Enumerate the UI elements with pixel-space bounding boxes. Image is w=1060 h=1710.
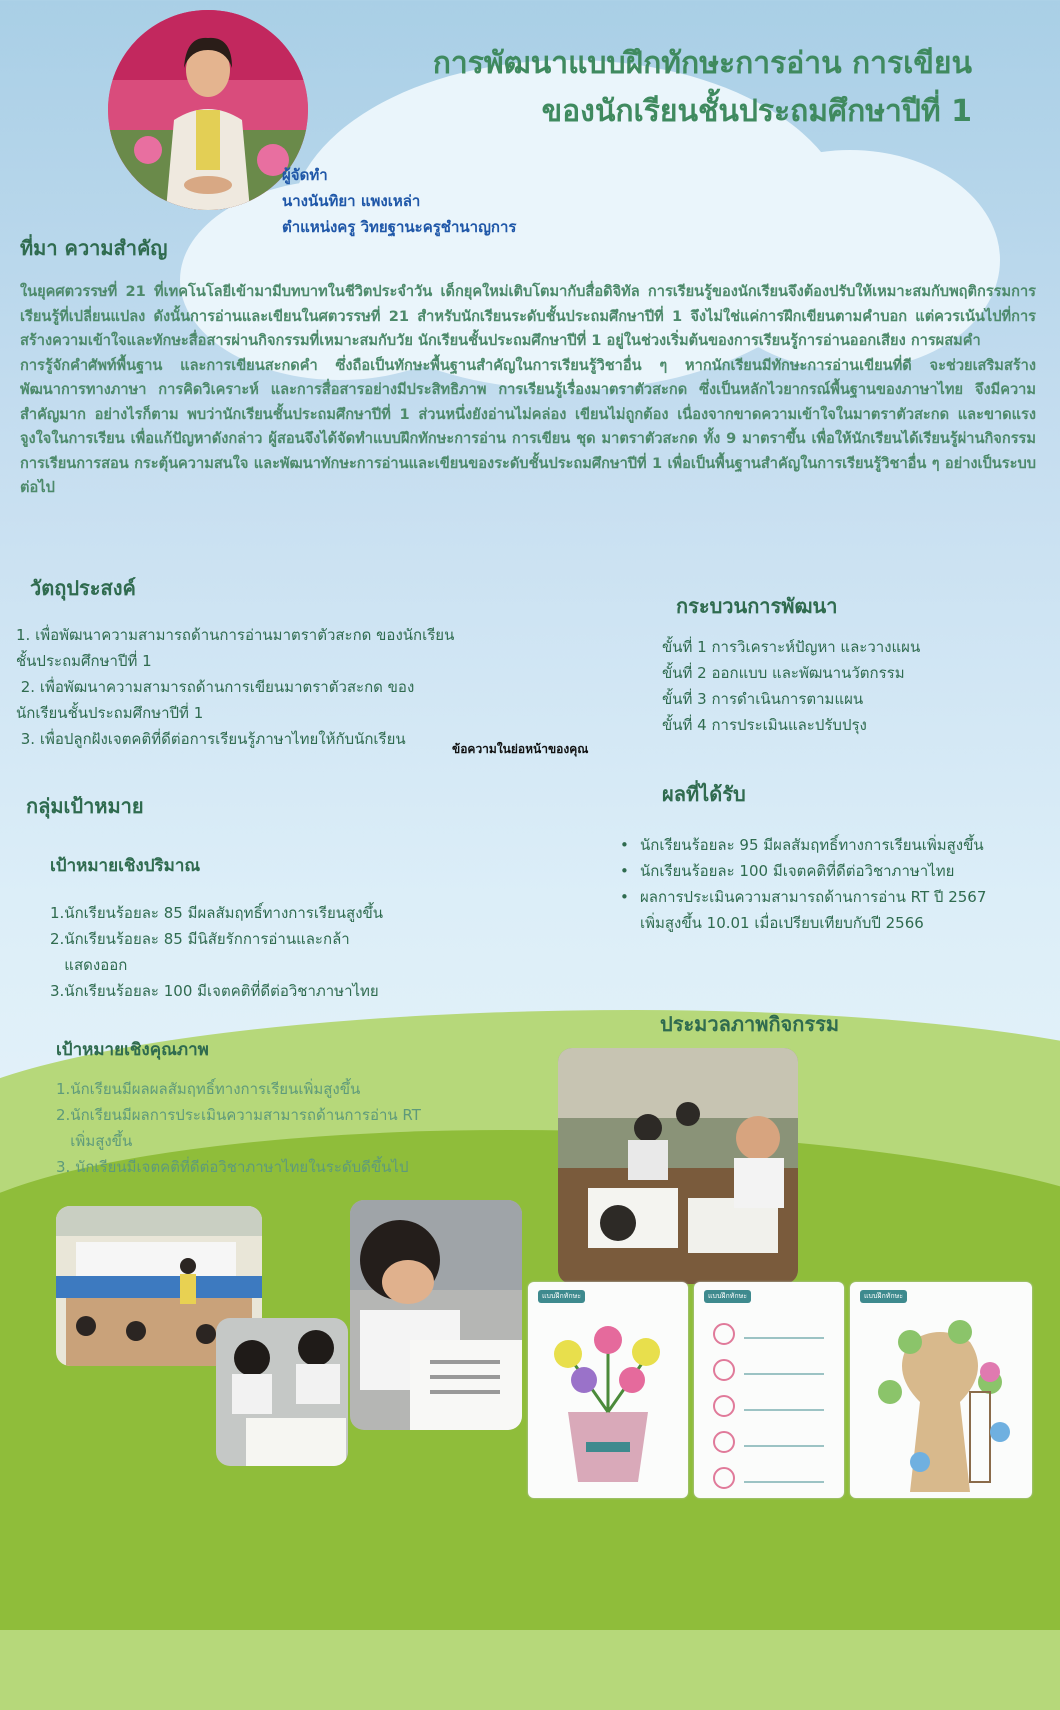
process-list xyxy=(662,634,920,738)
objective-line: 2. เพื่อพัฒนาความสามารถด้านการเขียนมาตราตัวสะกด ของ xyxy=(16,678,415,696)
objective-line: 3. เพื่อปลูกฝังเจตคติที่ดีต่อการเรียนรู้ภาษาไทยให้กับนักเรียน xyxy=(16,730,406,748)
poster-title-line2: ของนักเรียนชั้นประถมศึกษาปีที่ 1 xyxy=(541,94,972,129)
worksheet-flower-lines xyxy=(694,1282,844,1498)
writing-lines-drawing-icon xyxy=(694,1282,844,1498)
result-item: • ผลการประเมินความสามารถด้านการอ่าน RT ปี 2567 xyxy=(640,884,986,910)
worksheet-flower-vase xyxy=(528,1282,688,1498)
overlay-textbox: ข้อความในย่อหน้าของคุณ xyxy=(452,742,589,756)
qualitative-item: เพิ่มสูงขึ้น xyxy=(56,1132,133,1150)
author-name: นางนันทิยา แพงเหล่า xyxy=(282,192,421,210)
process-heading: กระบวนการพัฒนา xyxy=(676,594,838,618)
qualitative-list xyxy=(56,1076,421,1180)
poster-title-line1: การพัฒนาแบบฝึกทักษะการอ่าน การเขียน xyxy=(432,46,972,81)
qualitative-item: 2.นักเรียนมีผลการประเมินความสามารถด้านการอ่าน RT xyxy=(56,1106,421,1124)
target-heading: กลุ่มเป้าหมาย xyxy=(26,794,144,818)
objective-line: นักเรียนชั้นประถมศึกษาปีที่ 1 xyxy=(16,704,204,722)
poster-title xyxy=(433,40,972,136)
results-list xyxy=(640,832,986,936)
worksheet-label: แบบฝึกทักษะ xyxy=(860,1290,907,1303)
quantitative-item: 3.นักเรียนร้อยละ 100 มีเจตคติที่ดีต่อวิชาภาษาไทย xyxy=(50,982,379,1000)
result-item: • นักเรียนร้อยละ 100 มีเจตคติที่ดีต่อวิชาภาษาไทย xyxy=(640,858,986,884)
qualitative-heading: เป้าหมายเชิงคุณภาพ xyxy=(56,1040,209,1060)
child-writing-photo-icon xyxy=(350,1200,522,1430)
process-step: ขั้นที่ 4 การประเมินและปรับปรุง xyxy=(662,716,867,734)
activity-photo-boys xyxy=(216,1318,348,1466)
background-text xyxy=(20,280,1036,501)
activity-photo-writing xyxy=(350,1200,522,1430)
activity-photo-group-work xyxy=(558,1048,798,1284)
objectives-list xyxy=(16,622,454,752)
worksheet-tree xyxy=(850,1282,1032,1498)
process-step: ขั้นที่ 3 การดำเนินการตามแผน xyxy=(662,690,864,708)
author-position: ตำแหน่งครู วิทยฐานะครูชำนาญการ xyxy=(282,218,517,236)
objective-line: 1. เพื่อพัฒนาความสามารถด้านการอ่านมาตราตัวสะกด ของนักเรียน xyxy=(16,626,455,644)
quantitative-heading: เป้าหมายเชิงปริมาณ xyxy=(50,856,201,876)
author-block xyxy=(282,162,516,240)
boys-writing-photo-icon xyxy=(216,1318,348,1466)
objective-line: ชั้นประถมศึกษาปีที่ 1 xyxy=(16,652,152,670)
result-item: • นักเรียนร้อยละ 95 มีผลสัมฤทธิ์ทางการเรียนเพิ่มสูงขึ้น xyxy=(640,832,986,858)
quantitative-list xyxy=(50,900,383,1004)
process-step: ขั้นที่ 1 การวิเคราะห์ปัญหา และวางแผน xyxy=(662,638,921,656)
quantitative-item: 2.นักเรียนร้อยละ 85 มีนิสัยรักการอ่านและกล้า xyxy=(50,930,350,948)
background-paragraph: การรู้จักคำศัพท์พื้นฐาน และการเขียนสะกดคำ ซึ่งถือเป็นทักษะพื้นฐานสำคัญในการเรียนรู้วิชาอื่น ๆ หากนักเรียนมีทักษะการอ่านเขียนที่ดี จะช่วยเสริมสร้างพัฒนาการทางภาษา การคิดวิเคราะห์ และการสื่อสารอย่างมีประสิทธิภาพ การเรียนรู้เรื่องมาตราตัวสะกด ซึ่งเป็นหลักไวยากรณ์พื้นฐานของภาษาไทย จึงมีความสำคัญมาก อย่างไรก็ตาม พบว่านักเรียนชั้นประถมศึกษาปีที่ 1 ส่วนหนึ่งยังอ่านไม่คล่อง เขียนไม่ถูกต้อง เนื่องจากขาดความเข้าใจในมาตราตัวสะกด และขาดแรงจูงใจในการเรียน เพื่อแก้ปัญหาดังกล่าว ผู้สอนจึงได้จัดทำแบบฝึกทักษะการอ่าน การเขียน ชุด มาตราตัวสะกด ทั้ง 9 มาตราขึ้น เพื่อให้นักเรียนได้เรียนรู้ผ่านกิจกรรมการเรียนการสอน กระตุ้นความสนใจ และพัฒนาทักษะการอ่านและเขียนของระดับชั้นประถมศึกษาปีที่ 1 เพื่อเป็นพื้นฐานสำคัญในการเรียนรู้วิชาอื่น ๆ อย่างเป็นระบบต่อไป xyxy=(20,356,1036,496)
worksheet-label: แบบฝึกทักษะ xyxy=(538,1290,585,1303)
tree-drawing-icon xyxy=(850,1282,1032,1498)
quantitative-item: แสดงออก xyxy=(50,956,128,974)
gallery-heading: ประมวลภาพกิจกรรม xyxy=(660,1012,840,1036)
background-paragraph: ในยุคศตวรรษที่ 21 ที่เทคโนโลยีเข้ามามีบทบาทในชีวิตประจำวัน เด็กยุคใหม่เติบโตมากับสื่อดิจิทัล การเรียนรู้ของนักเรียนจึงต้องปรับให้เหมาะสมกับพฤติกรรมการเรียนรู้ที่เปลี่ยนแปลง ดังนั้นการอ่านและเขียนในศตวรรษที่ 21 สำหรับนักเรียนระดับชั้นประถมศึกษาปีที่ 1 จึงไม่ใช่แค่การฝึกเขียนตามคำบอก แต่ควรเน้นไปที่การสร้างความเข้าใจและทักษะสื่อสารผ่านกิจกรรมที่เหมาะสมกับวัย นักเรียนชั้นประถมศึกษาปีที่ 1 อยู่ในช่วงเริ่มต้นของการเรียนรู้การอ่านออกเสียง การผสมคำ xyxy=(20,283,1036,349)
background-heading: ที่มา ความสำคัญ xyxy=(20,236,168,260)
flower-vase-drawing-icon xyxy=(528,1282,688,1498)
results-heading: ผลที่ได้รับ xyxy=(662,782,746,806)
objectives-heading: วัตถุประสงค์ xyxy=(30,576,136,600)
worksheet-label: แบบฝึกทักษะ xyxy=(704,1290,751,1303)
author-photo xyxy=(108,10,308,210)
qualitative-item: 3. นักเรียนมีเจตคติที่ดีต่อวิชาภาษาไทยในระดับดีขึ้นไป xyxy=(56,1158,409,1176)
process-step: ขั้นที่ 2 ออกแบบ และพัฒนานวัตกรรม xyxy=(662,664,905,682)
quantitative-item: 1.นักเรียนร้อยละ 85 มีผลสัมฤทธิ์ทางการเรียนสูงขึ้น xyxy=(50,904,384,922)
result-continuation: เพิ่มสูงขึ้น 10.01 เมื่อเปรียบเทียบกับปี 2566 xyxy=(640,914,924,932)
classroom-photo-icon xyxy=(558,1048,798,1284)
author-label: ผู้จัดทำ xyxy=(282,166,328,184)
qualitative-item: 1.นักเรียนมีผลผลสัมฤทธิ์ทางการเรียนเพิ่มสูงขึ้น xyxy=(56,1080,361,1098)
author-portrait-icon xyxy=(108,10,308,210)
